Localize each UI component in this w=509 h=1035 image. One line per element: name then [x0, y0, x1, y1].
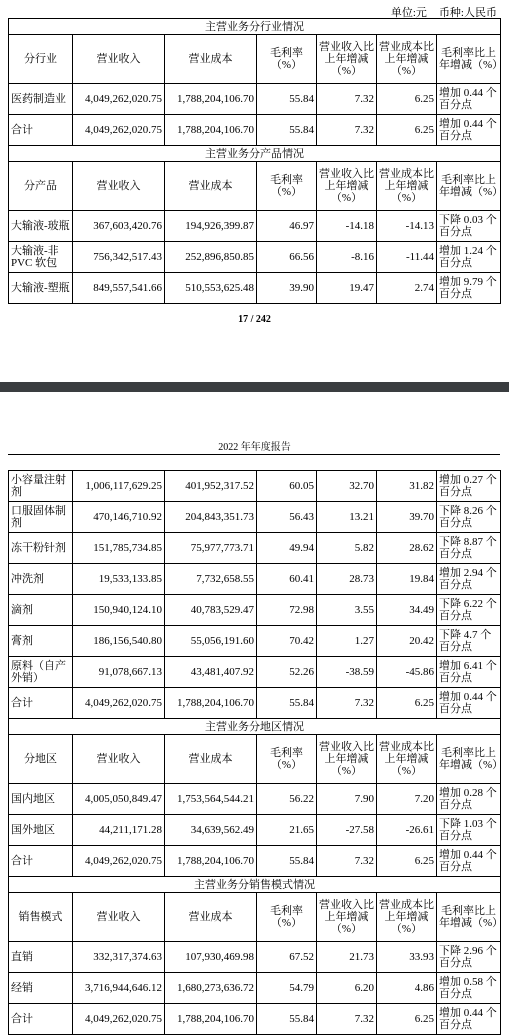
table-cell: 1,788,204,106.70 [165, 84, 257, 115]
table-cell: 20.42 [377, 626, 437, 657]
table-cell: 7.32 [317, 84, 377, 115]
row-label: 合计 [9, 115, 73, 146]
table-cell: 470,146,710.92 [73, 502, 165, 533]
table-cell: 增加 0.44 个百分点 [437, 846, 501, 877]
table-row [9, 942, 501, 973]
table-row [9, 211, 501, 242]
table-cell: 1,788,204,106.70 [165, 846, 257, 877]
row-label: 合计 [9, 688, 73, 719]
revenue-table-page17 [8, 18, 504, 304]
table-cell: 4,049,262,020.75 [73, 115, 165, 146]
column-header: 毛利率（%） [257, 735, 317, 784]
section-title-row [9, 146, 501, 162]
column-header-row [9, 735, 501, 784]
table-cell: 107,930,469.98 [165, 942, 257, 973]
table-cell: 4.86 [377, 973, 437, 1004]
table-row [9, 784, 501, 815]
table-cell: 46.97 [257, 211, 317, 242]
header-rule [8, 454, 500, 455]
report-header: 2022 年年度报告 [218, 442, 291, 453]
table-cell: 756,342,517.43 [73, 242, 165, 273]
table-cell: 56.22 [257, 784, 317, 815]
column-header-row [9, 162, 501, 211]
table-cell: 下降 6.22 个百分点 [437, 595, 501, 626]
unit-label: 单位:元 [390, 7, 427, 19]
table-cell: 4,049,262,020.75 [73, 84, 165, 115]
table-cell: 4,005,050,849.47 [73, 784, 165, 815]
table-cell: 下降 8.87 个百分点 [437, 533, 501, 564]
table-cell: 70.42 [257, 626, 317, 657]
table-cell: 55.84 [257, 846, 317, 877]
table-row [9, 815, 501, 846]
table-cell: 56.43 [257, 502, 317, 533]
section-title-row [9, 719, 501, 735]
table-cell: 4,049,262,020.75 [73, 688, 165, 719]
row-label: 国外地区 [9, 815, 73, 846]
row-label: 滴剂 [9, 595, 73, 626]
column-header-row [9, 893, 501, 942]
table-cell: 7.20 [377, 784, 437, 815]
row-label: 口服固体制剂 [9, 502, 73, 533]
row-label: 国内地区 [9, 784, 73, 815]
table-row [9, 533, 501, 564]
row-label: 合计 [9, 1004, 73, 1035]
column-header: 毛利率比上年增减（%） [437, 735, 501, 784]
table-cell: 49.94 [257, 533, 317, 564]
table-cell: 7.90 [317, 784, 377, 815]
column-header: 营业收入 [73, 735, 165, 784]
section-title: 主营业务分行业情况 [9, 19, 501, 35]
row-label: 冲洗剂 [9, 564, 73, 595]
column-header: 营业成本 [165, 35, 257, 84]
table-cell: 19,533,133.85 [73, 564, 165, 595]
column-header: 营业成本比上年增减（%） [377, 162, 437, 211]
table-cell: 55,056,191.60 [165, 626, 257, 657]
table-cell: 增加 0.44 个百分点 [437, 115, 501, 146]
table-cell: 510,553,625.48 [165, 273, 257, 304]
row-label: 直销 [9, 942, 73, 973]
column-header: 营业成本 [165, 893, 257, 942]
table-cell: 增加 1.24 个百分点 [437, 242, 501, 273]
table-cell: 下降 0.03 个百分点 [437, 211, 501, 242]
table-cell: 增加 0.44 个百分点 [437, 1004, 501, 1035]
table-row [9, 657, 501, 688]
table-cell: 下降 2.96 个百分点 [437, 942, 501, 973]
table-cell: 186,156,540.80 [73, 626, 165, 657]
table-row [9, 471, 501, 502]
table-cell: 1,788,204,106.70 [165, 115, 257, 146]
table-cell: 2.74 [377, 273, 437, 304]
table-row [9, 115, 501, 146]
column-header: 营业收入 [73, 162, 165, 211]
table-cell: 增加 9.79 个百分点 [437, 273, 501, 304]
table-cell: 75,977,773.71 [165, 533, 257, 564]
column-header: 销售模式 [9, 893, 73, 942]
table-cell: 7.32 [317, 688, 377, 719]
table-cell: 下降 8.26 个百分点 [437, 502, 501, 533]
table-cell: 40,783,529.47 [165, 595, 257, 626]
row-label: 小容量注射剂 [9, 471, 73, 502]
table-cell: 增加 6.41 个百分点 [437, 657, 501, 688]
table-cell: 367,603,420.76 [73, 211, 165, 242]
column-header: 毛利率（%） [257, 35, 317, 84]
row-label: 冻干粉针剂 [9, 533, 73, 564]
table-cell: 4,049,262,020.75 [73, 846, 165, 877]
table-cell: 31.82 [377, 471, 437, 502]
column-header: 营业成本比上年增减（%） [377, 35, 437, 84]
table-cell: 55.84 [257, 84, 317, 115]
table-cell: 增加 0.44 个百分点 [437, 688, 501, 719]
table-cell: -8.16 [317, 242, 377, 273]
column-header-row [9, 35, 501, 84]
table-cell: 19.47 [317, 273, 377, 304]
row-label: 合计 [9, 846, 73, 877]
table-row [9, 846, 501, 877]
table-cell: 19.84 [377, 564, 437, 595]
table-cell: 60.41 [257, 564, 317, 595]
table-cell: 增加 2.94 个百分点 [437, 564, 501, 595]
column-header: 毛利率比上年增减（%） [437, 893, 501, 942]
table-cell: 194,926,399.87 [165, 211, 257, 242]
column-header: 营业收入比上年增减（%） [317, 35, 377, 84]
table-cell: 7.32 [317, 115, 377, 146]
table-cell: 6.25 [377, 1004, 437, 1035]
table-cell: -45.86 [377, 657, 437, 688]
section-title: 主营业务分地区情况 [9, 719, 501, 735]
page-break-band [0, 382, 509, 392]
column-header: 毛利率比上年增减（%） [437, 162, 501, 211]
table-cell: -26.61 [377, 815, 437, 846]
row-label: 医药制造业 [9, 84, 73, 115]
table-cell: 13.21 [317, 502, 377, 533]
section-title: 主营业务分销售模式情况 [9, 877, 501, 893]
table-cell: 32.70 [317, 471, 377, 502]
column-header: 营业收入 [73, 893, 165, 942]
table-row [9, 595, 501, 626]
table-row [9, 242, 501, 273]
table-cell: 6.25 [377, 84, 437, 115]
table-cell: 33.93 [377, 942, 437, 973]
table-cell: 3.55 [317, 595, 377, 626]
table-cell: 1,788,204,106.70 [165, 1004, 257, 1035]
table-cell: 4,049,262,020.75 [73, 1004, 165, 1035]
table-cell: 1,788,204,106.70 [165, 688, 257, 719]
table-cell: 7.32 [317, 846, 377, 877]
row-label: 经销 [9, 973, 73, 1004]
table-cell: 增加 0.44 个百分点 [437, 84, 501, 115]
currency-label: 币种:人民币 [438, 7, 497, 19]
column-header: 毛利率（%） [257, 162, 317, 211]
table-cell: -14.18 [317, 211, 377, 242]
table-cell: 6.25 [377, 846, 437, 877]
table-cell: 55.84 [257, 115, 317, 146]
table-row [9, 564, 501, 595]
table-cell: 43,481,407.92 [165, 657, 257, 688]
table-cell: 52.26 [257, 657, 317, 688]
table-cell: 150,940,124.10 [73, 595, 165, 626]
revenue-table-page18 [8, 470, 504, 1035]
table-cell: 204,843,351.73 [165, 502, 257, 533]
column-header: 分地区 [9, 735, 73, 784]
table-cell: 21.65 [257, 815, 317, 846]
table-row [9, 273, 501, 304]
table-cell: 6.20 [317, 973, 377, 1004]
table-cell: 6.25 [377, 688, 437, 719]
column-header: 营业收入比上年增减（%） [317, 893, 377, 942]
column-header: 分产品 [9, 162, 73, 211]
table-row [9, 688, 501, 719]
table-cell: 28.73 [317, 564, 377, 595]
table-cell: 39.90 [257, 273, 317, 304]
table-cell: 1.27 [317, 626, 377, 657]
column-header: 营业收入比上年增减（%） [317, 162, 377, 211]
page-number: 17 / 242 [238, 314, 271, 325]
table-cell: 44,211,171.28 [73, 815, 165, 846]
table-row [9, 502, 501, 533]
table-row [9, 973, 501, 1004]
table-cell: 6.25 [377, 115, 437, 146]
table-cell: 401,952,317.52 [165, 471, 257, 502]
table-cell: -27.58 [317, 815, 377, 846]
column-header: 营业收入比上年增减（%） [317, 735, 377, 784]
table-cell: 5.82 [317, 533, 377, 564]
table-row [9, 84, 501, 115]
table-cell: 54.79 [257, 973, 317, 1004]
table-cell: 332,317,374.63 [73, 942, 165, 973]
table-cell: 28.62 [377, 533, 437, 564]
row-label: 大输液-非PVC 软包 [9, 242, 73, 273]
table-cell: 60.05 [257, 471, 317, 502]
table-cell: 72.98 [257, 595, 317, 626]
table-row [9, 1004, 501, 1035]
table-cell: 34.49 [377, 595, 437, 626]
table-cell: 39.70 [377, 502, 437, 533]
table-cell: 7,732,658.55 [165, 564, 257, 595]
table-row [9, 626, 501, 657]
table-cell: 1,753,564,544.21 [165, 784, 257, 815]
table-cell: -14.13 [377, 211, 437, 242]
table-cell: 849,557,541.66 [73, 273, 165, 304]
table-cell: 增加 0.27 个百分点 [437, 471, 501, 502]
column-header: 毛利率（%） [257, 893, 317, 942]
table-cell: -38.59 [317, 657, 377, 688]
table-cell: 55.84 [257, 688, 317, 719]
column-header: 毛利率比上年增减（%） [437, 35, 501, 84]
section-title: 主营业务分产品情况 [9, 146, 501, 162]
table-cell: -11.44 [377, 242, 437, 273]
table-cell: 增加 0.28 个百分点 [437, 784, 501, 815]
row-label: 大输液-玻瓶 [9, 211, 73, 242]
table-cell: 91,078,667.13 [73, 657, 165, 688]
column-header: 营业收入 [73, 35, 165, 84]
column-header: 分行业 [9, 35, 73, 84]
table-cell: 下降 1.03 个百分点 [437, 815, 501, 846]
table-cell: 67.52 [257, 942, 317, 973]
column-header: 营业成本 [165, 735, 257, 784]
table-cell: 66.56 [257, 242, 317, 273]
table-cell: 1,006,117,629.25 [73, 471, 165, 502]
table-cell: 1,680,273,636.72 [165, 973, 257, 1004]
column-header: 营业成本 [165, 162, 257, 211]
row-label: 膏剂 [9, 626, 73, 657]
section-title-row [9, 19, 501, 35]
row-label: 大输液-塑瓶 [9, 273, 73, 304]
table-cell: 下降 4.7 个百分点 [437, 626, 501, 657]
table-cell: 34,639,562.49 [165, 815, 257, 846]
column-header: 营业成本比上年增减（%） [377, 893, 437, 942]
table-cell: 3,716,944,646.12 [73, 973, 165, 1004]
section-title-row [9, 877, 501, 893]
table-cell: 7.32 [317, 1004, 377, 1035]
table-cell: 21.73 [317, 942, 377, 973]
table-cell: 增加 0.58 个百分点 [437, 973, 501, 1004]
table-cell: 55.84 [257, 1004, 317, 1035]
table-cell: 252,896,850.85 [165, 242, 257, 273]
column-header: 营业成本比上年增减（%） [377, 735, 437, 784]
table-cell: 151,785,734.85 [73, 533, 165, 564]
row-label: 原料（自产外销） [9, 657, 73, 688]
